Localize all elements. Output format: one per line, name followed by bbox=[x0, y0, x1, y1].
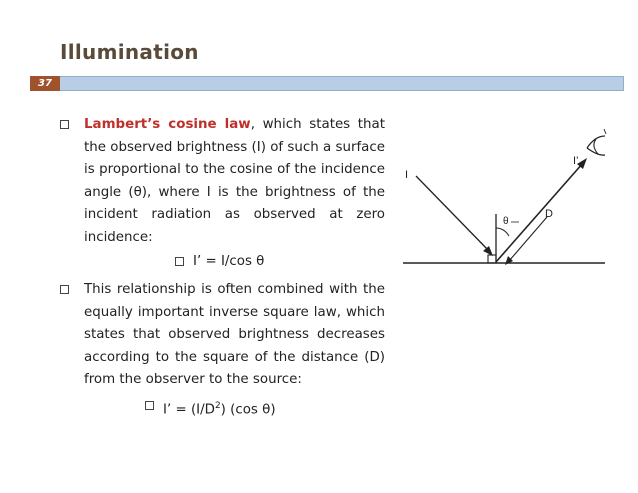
incident-ray bbox=[416, 176, 490, 252]
label-incident: I bbox=[405, 169, 409, 181]
equation-text: I’ = $(I/D^2)$ (cos θ) bbox=[163, 400, 276, 417]
square-bullet-icon bbox=[145, 401, 154, 410]
slide-title: Illumination bbox=[60, 40, 199, 64]
equation-1 bbox=[60, 251, 385, 273]
equation-2 bbox=[60, 395, 385, 421]
right-angle-marker bbox=[488, 255, 496, 263]
label-distance: D bbox=[545, 208, 553, 220]
slide-content bbox=[60, 114, 385, 421]
reflected-ray bbox=[496, 163, 583, 262]
equation-text: I’ = I/cos θ bbox=[193, 254, 265, 269]
bullet-inverse-square bbox=[60, 279, 385, 392]
label-angle: θ bbox=[503, 216, 509, 227]
square-bullet-icon bbox=[175, 257, 184, 266]
lambert-law-highlight: Lambert’s cosine law bbox=[84, 117, 251, 132]
angle-arc bbox=[496, 228, 509, 236]
slide-number: 37 bbox=[30, 76, 60, 91]
square-bullet-icon bbox=[60, 285, 69, 294]
bullet-text: , which states that the observed brightness (I) of such a surface is proportional to the cosine of the incidence angle (θ), where I is the brightness of the incident radiation as observed at zero incidence: bbox=[84, 117, 386, 245]
distance-line bbox=[509, 217, 547, 261]
bullet-text: This relationship is often combined with the equally important inverse square law, which states that observed brightness decreases according to the square of the distance (D) from the observer to the source: bbox=[84, 282, 385, 387]
eye-icon bbox=[587, 129, 606, 155]
header-bar bbox=[30, 76, 624, 91]
square-bullet-icon bbox=[60, 120, 69, 129]
bullet-lambert bbox=[60, 114, 385, 249]
lambert-diagram bbox=[400, 128, 610, 273]
label-reflected: I’ bbox=[573, 155, 579, 167]
